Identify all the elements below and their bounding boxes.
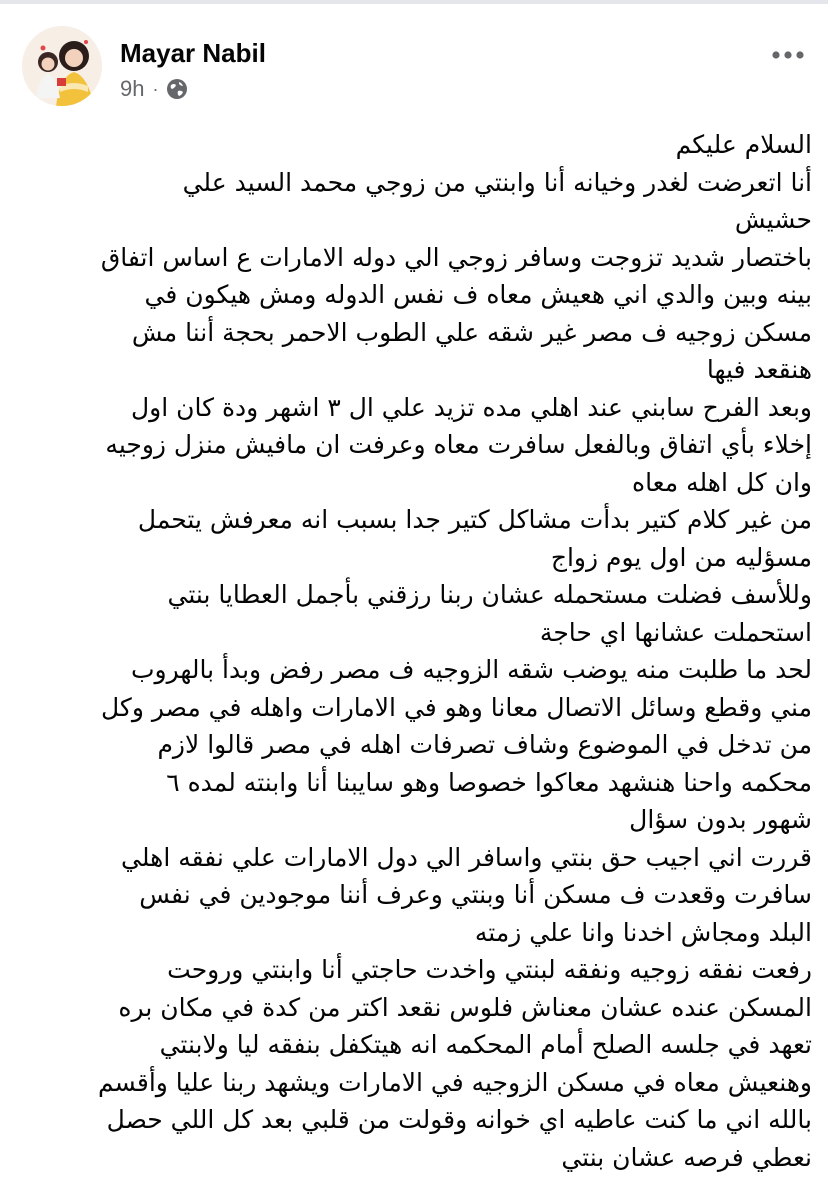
post-text-line: من غير كلام كتير بدأت مشاكل كتير جدا بسبب انه معرفش يتحمل xyxy=(137,505,812,534)
post-text-line: بالله اني ما كنت عاطيه اي خوانه وقولت من قلبي بعد كل اللي حصل xyxy=(106,1105,812,1134)
post-text-line: من تدخل في الموضوع وشاف تصرفات اهله في مصر قالوا لازم xyxy=(157,730,812,759)
post-text-line: وللأسف فضلت مستحمله عشان ربنا رزقني بأجمل العطايا بنتي xyxy=(167,580,812,609)
post-text-line: المسكن عنده عشان معناش فلوس نقعد اكتر من كدة في مكان بره xyxy=(118,992,812,1022)
post-text-line: مسكن زوجيه ف مصر غير شقه علي الطوب الاحمر بحجة أننا مش xyxy=(131,317,812,347)
post-text-line: محكمه واحنا هنشهد معاكوا خصوصا وهو سايبنا أنا وابنته لمده ٦ xyxy=(166,767,812,797)
post-text-line: استحملت عشانها اي حاجة xyxy=(539,617,812,647)
post-text-line: إخلاء بأي اتفاق وبالفعل سافرت معاه وعرفت ان مافيش منزل زوجيه xyxy=(105,430,812,459)
top-divider xyxy=(0,0,828,4)
post-text-line: نعطي فرصه عشان بنتي xyxy=(561,1142,812,1172)
post-text-line: حشيش xyxy=(734,205,812,234)
post-text-line: تعهد في جلسه الصلح أمام المحكمه انه هيتكفل بنفقه ليا ولابنتي xyxy=(159,1030,812,1059)
post-text-line: سافرت وقعدت ف مسكن أنا وبنتي وعرف أننا موجودين في نفس xyxy=(139,880,812,909)
post-text-line: أنا اتعرضت لغدر وخيانه أنا وابنتي من زوجي محمد السيد علي xyxy=(182,167,812,197)
post-text-line: وهنعيش معاه في مسكن الزوجيه في الامارات ويشهد ربنا عليا وأقسم xyxy=(97,1067,812,1097)
post-text-line: شهور بدون سؤال xyxy=(629,805,812,834)
globe-icon[interactable] xyxy=(166,78,188,100)
post-text-line: قررت اني اجيب حق بنتي واسافر الي دول الامارات علي نفقه اهلي xyxy=(121,842,812,872)
author-avatar[interactable] xyxy=(22,26,102,106)
post-text-line: السلام عليكم xyxy=(675,130,812,159)
post-time[interactable]: 9h xyxy=(120,76,145,101)
post-header xyxy=(22,26,812,110)
post-text-line: وان كل اهله معاه xyxy=(631,467,812,497)
meta-separator: · xyxy=(152,78,159,99)
post-text-line: البلد ومجاش اخدنا وانا علي زمته xyxy=(474,917,812,947)
post-text-line: مني وقطع وسائل الاتصال معانا وهو في الامارات واهله في مصر وكل xyxy=(101,692,812,722)
post-text-line: لحد ما طلبت منه يوضب شقه الزوجيه ف مصر رفض وبدأ بالهروب xyxy=(130,655,812,684)
post-meta xyxy=(120,76,188,102)
post-text-line: هنقعد فيها xyxy=(706,355,812,384)
post-text-line: مسؤليه من اول يوم زواج xyxy=(550,542,812,572)
avatar-illustration xyxy=(22,26,102,106)
post-text-line: باختصار شديد تزوجت وسافر زوجي الي دوله الامارات ع اساس اتفاق xyxy=(100,242,812,272)
more-options-icon xyxy=(771,50,805,60)
post-text-line: بينه وبين والدي اني هعيش معاه ف نفس الدوله ومش هيكون في xyxy=(144,280,812,309)
author-name[interactable]: Mayar Nabil xyxy=(120,38,266,68)
post-text xyxy=(14,126,812,1176)
post-text-line: رفعت نفقه زوجيه ونفقه لبنتي واخدت حاجتي أنا وابنتي وروحت xyxy=(167,955,812,984)
more-options-button[interactable] xyxy=(768,40,808,70)
post-text-line: وبعد الفرح سابني عند اهلي مده تزيد علي ال ٣ اشهر ودة كان اول xyxy=(130,392,812,422)
